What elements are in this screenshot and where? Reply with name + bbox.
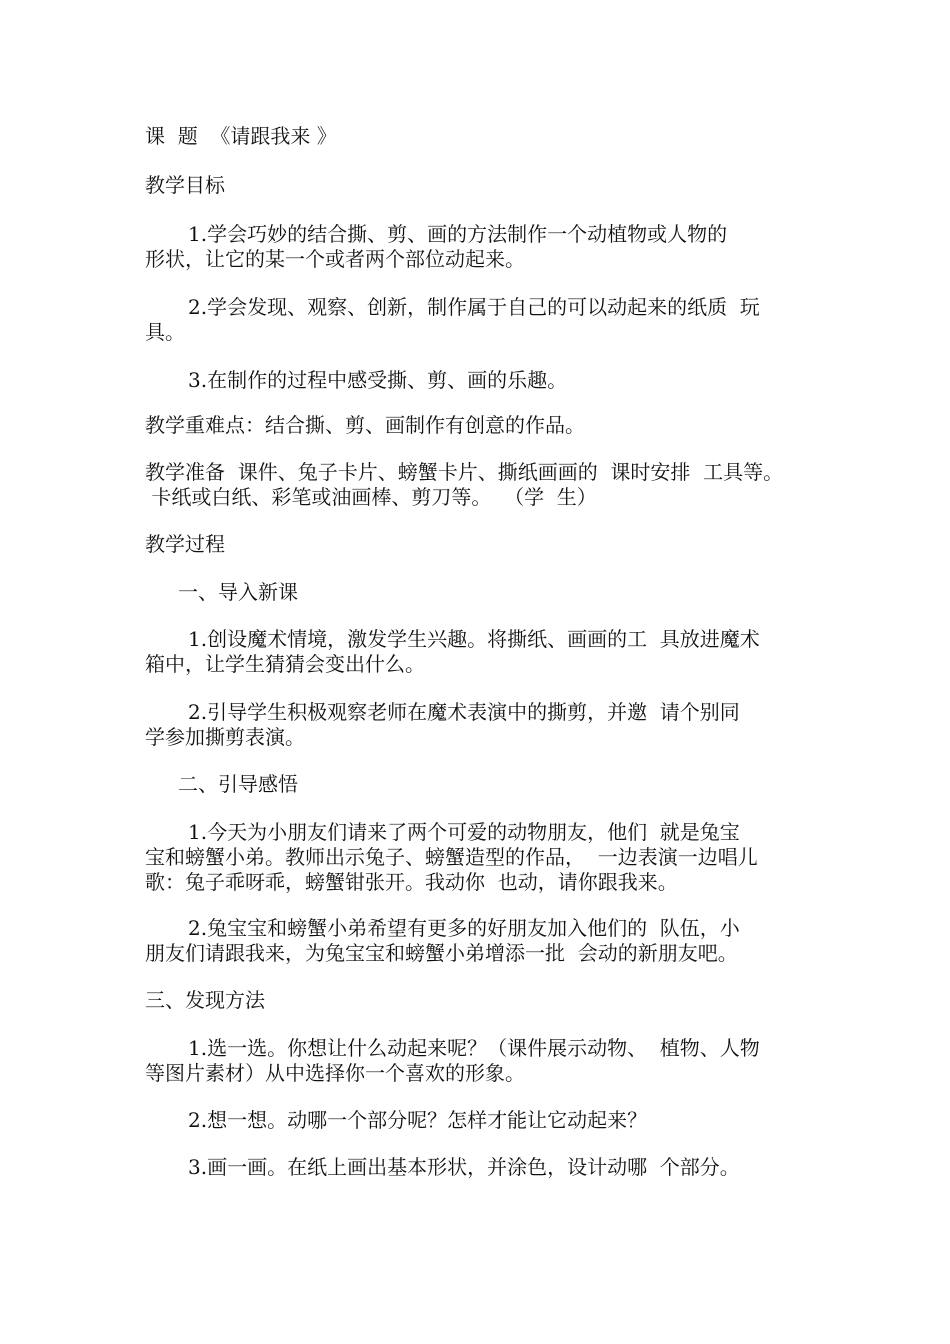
section-3-para-2: 2.想一想。动哪一个部分呢？怎样才能让它动起来？ — [188, 1108, 648, 1132]
section-1-para-1-line-2: 箱中，让学生猜猜会变出什么。 — [145, 652, 425, 676]
teaching-prep-line-2: 卡纸或白纸、彩笔或油画棒、剪刀等。 （学 生） — [145, 485, 597, 509]
section-3-para-1-line-2: 等图片素材）从中选择你一个喜欢的形象。 — [145, 1061, 525, 1085]
section-1-heading: 一、导入新课 — [178, 580, 298, 604]
section-2-para-2-line-1: 2.兔宝宝和螃蟹小弟希望有更多的好朋友加入他们的 队伍，小 — [188, 916, 740, 940]
section-2-para-1-line-2: 宝和螃蟹小弟。教师出示兔子、螃蟹造型的作品， 一边表演一边唱儿 — [145, 845, 758, 869]
heading-teaching-goals: 教学目标 — [145, 173, 225, 197]
section-1-para-2-line-1: 2.引导学生积极观察老师在魔术表演中的撕剪，并邀 请个别同 — [188, 700, 740, 724]
section-3-para-3: 3.画一画。在纸上画出基本形状，并涂色，设计动哪 个部分。 — [188, 1155, 740, 1179]
heading-teaching-process: 教学过程 — [145, 532, 225, 556]
lesson-title: 课 题 《请跟我来 》 — [145, 124, 337, 148]
goal-2-line-2: 具。 — [145, 320, 185, 344]
goal-1-line-2: 形状，让它的某一个或者两个部位动起来。 — [145, 247, 525, 271]
goal-1-line-1: 1.学会巧妙的结合撕、剪、画的方法制作一个动植物或人物的 — [188, 222, 728, 246]
section-3-heading: 三、发现方法 — [145, 988, 265, 1012]
goal-3: 3.在制作的过程中感受撕、剪、画的乐趣。 — [188, 368, 568, 392]
teaching-prep-line-1: 教学准备 课件、兔子卡片、螃蟹卡片、撕纸画画的 课时安排 工具等。 — [145, 460, 784, 484]
goal-2-line-1: 2.学会发现、观察、创新，制作属于自己的可以动起来的纸质 玩 — [188, 295, 760, 319]
section-2-para-1-line-1: 1.今天为小朋友们请来了两个可爱的动物朋友，他们 就是兔宝 — [188, 820, 740, 844]
section-2-heading: 二、引导感悟 — [178, 772, 298, 796]
section-1-para-1-line-1: 1.创设魔术情境，激发学生兴趣。将撕纸、画画的工 具放进魔术 — [188, 627, 760, 651]
section-2-para-2-line-2: 朋友们请跟我来，为兔宝宝和螃蟹小弟增添一批 会动的新朋友吧。 — [145, 941, 738, 965]
section-3-para-1-line-1: 1.选一选。你想让什么动起来呢？（课件展示动物、 植物、人物 — [188, 1036, 760, 1060]
section-2-para-1-line-3: 歌：兔子乖呀乖，螃蟹钳张开。我动你 也动，请你跟我来。 — [145, 870, 678, 894]
section-1-para-2-line-2: 学参加撕剪表演。 — [145, 725, 305, 749]
key-difficult-points: 教学重难点：结合撕、剪、画制作有创意的作品。 — [145, 413, 585, 437]
